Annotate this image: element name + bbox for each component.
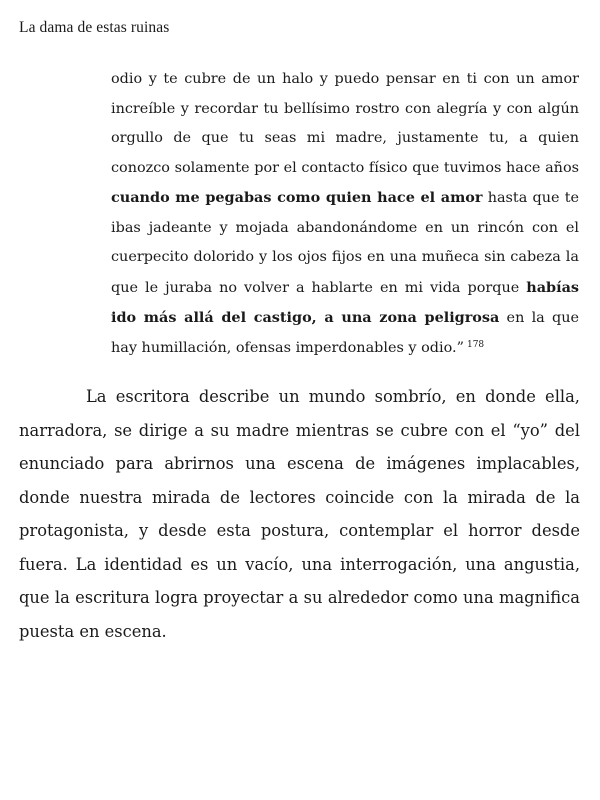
running-header: La dama de estas ruinas <box>19 19 170 36</box>
block-quote <box>111 65 579 363</box>
quote-text: hasta que te ibas jadeante y mojada abandonándome en un rincón con el cuerpecito dolorido y los ojos fijos en una muñeca sin cabeza la que le juraba no volver a hablarte en mi vida porque <box>111 190 579 296</box>
quote-emphasis-2: habías ido más allá del castigo, a una zona peligrosa <box>111 278 579 326</box>
quote-emphasis-1: cuando me pegabas como quien hace el amor <box>111 189 483 206</box>
quote-text: en la que hay humillación, ofensas imperdonables y odio.” <box>111 310 579 356</box>
quote-text: odio y te cubre de un halo y puedo pensar en ti con un amor increíble y recordar tu bellísimo rostro con alegría y con algún orgullo de que tu seas mi madre, justamente tu, a quien conozco solamente por el contacto físico que tuvimos hace años <box>111 71 579 176</box>
footnote-marker: 178 <box>466 339 485 350</box>
body-paragraph: La escritora describe un mundo sombrío, en donde ella, narradora, se dirige a su madre mientras se cubre con el “yo” del enunciado para abrirnos una escena de imágenes implacables, donde nuestra mirada de lectores coincide con la mirada de la protagonista, y desde esta postura, contemplar el horror desde fuera. La identidad es un vacío, una interrogación, una angustia, que la escritura logra proyectar a su alrededor como una magnifica puesta en escena. <box>19 387 580 641</box>
